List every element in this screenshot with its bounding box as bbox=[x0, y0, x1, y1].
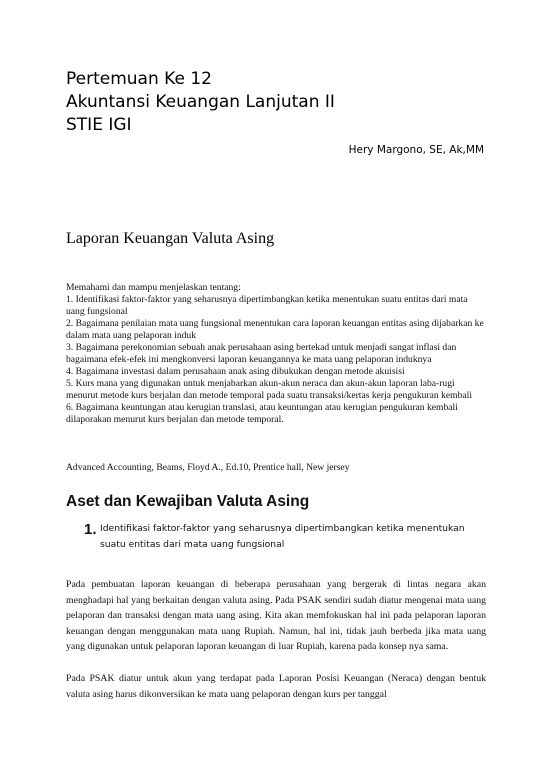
course-title: Akuntansi Keuangan Lanjutan II bbox=[66, 92, 335, 112]
objective-item: 3. Bagaimana perekonomian sebuah anak perusahaan asing bertekad untuk menjadi sangat inflasi dan bagaimana efek-efek ini mengkonversi laporan keuangannya ke mata uang pelaporan induknya bbox=[66, 342, 457, 365]
reference-citation: Advanced Accounting, Beams, Floyd A., Ed.10, Prentice hall, New jersey bbox=[66, 462, 350, 473]
point-number: 1. bbox=[84, 521, 97, 538]
author-name: Hery Margono, SE, Ak,MM bbox=[348, 144, 484, 156]
objective-item: 4. Bagaimana investasi dalam perusahaan anak asing dibukukan dengan metode akuisisi bbox=[66, 366, 405, 377]
body-paragraph: Pada PSAK diatur untuk akun yang terdapat pada Laporan Posisi Keuangan (Neraca) dengan bentuk valuta asing harus dikonversikan ke mata uang pelaporan dengan kurs per tanggal bbox=[66, 673, 486, 700]
objectives-intro: Memahami dan mampu menjelaskan tentang: bbox=[66, 282, 241, 293]
point-text: Identifikasi faktor-faktor yang seharusnya dipertimbangkan ketika menentukan suatu entitas dari mata uang fungsional bbox=[100, 523, 465, 550]
document-header bbox=[66, 68, 335, 137]
objective-item: 5. Kurs mana yang digunakan untuk menjabarkan akun-akun neraca dan akun-akun laporan laba-rugi menurut metode kurs berjalan dan metode temporal pada suatu transaksi/kertas kerja pengukuran kembali bbox=[66, 378, 472, 401]
objective-item: 1. Identifikasi faktor-faktor yang seharusnya dipertimbangkan ketika menentukan suatu entitas dari mata uang fungsional bbox=[66, 294, 468, 317]
objective-item: 6. Bagaimana keuntungan atau kerugian translasi, atau keuntungan atau kerugian pengukuran kembali dilaporakan menurut kurs berjalan dan metode temporal. bbox=[66, 402, 458, 425]
objective-item: 2. Bagaimana penilaian mata uang fungsional menentukan cara laporan keuangan entitas asing dijabarkan ke dalam mata uang pelaporan induk bbox=[66, 318, 484, 341]
learning-objectives bbox=[66, 282, 486, 426]
numbered-point bbox=[84, 522, 484, 553]
section-heading: Aset dan Kewajiban Valuta Asing bbox=[66, 493, 310, 510]
topic-heading: Laporan Keuangan Valuta Asing bbox=[66, 230, 275, 247]
institution-name: STIE IGI bbox=[66, 115, 132, 135]
meeting-title: Pertemuan Ke 12 bbox=[66, 69, 212, 89]
body-paragraph: Pada pembuatan laporan keuangan di beberapa perusahaan yang bergerak di lintas negara akan menghadapi hal yang berkaitan dengan valuta asing. Pada PSAK sendiri sudah diatur mengenai mata uang pelaporan dan transaksi dengan mata uang asing. Kita akan memfokuskan hal ini pada pelaporan laporan keuangan dengan menggunakan mata uang Rupiah. Namun, hal ini, tidak jauh berbeda jika mata uang yang digunakan untuk pelaporan laporan keuangan di luar Rupiah, karena pada konsep nya sama. bbox=[66, 579, 486, 653]
